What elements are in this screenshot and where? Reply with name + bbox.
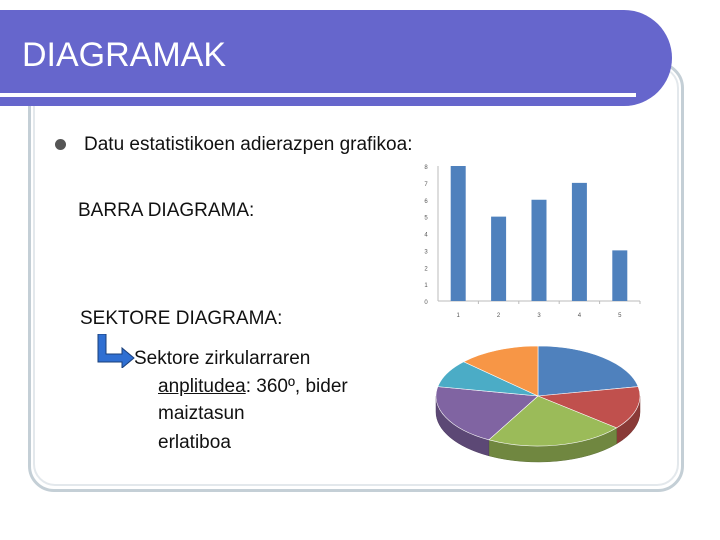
note-line-4: erlatiboa [158,432,231,453]
bullet-dot [55,139,66,150]
bar [532,200,547,301]
y-tick-label: 6 [424,198,428,205]
y-tick-label: 4 [424,232,428,239]
bar [451,166,466,301]
y-tick-label: 2 [424,266,428,273]
y-tick-label: 8 [424,165,428,171]
y-tick-label: 5 [424,215,428,222]
pie-chart [430,340,646,470]
x-tick-label: 3 [537,313,541,319]
bar [612,250,627,301]
y-tick-label: 0 [424,300,428,306]
note-line-2-rest: : 360º, bider [245,376,348,397]
y-tick-label: 7 [424,181,428,188]
x-tick-label: 2 [496,313,501,319]
x-tick-label: 1 [456,313,460,319]
note-line-3: maiztasun [158,403,245,424]
title-underline [0,93,636,97]
right-arrow-icon [96,334,136,368]
y-tick-label: 1 [424,283,428,290]
note-underlined-term: anplitudea [158,376,246,397]
bar [491,217,506,301]
bar-chart [416,160,646,320]
bar [572,183,587,301]
pie-chart-heading: SEKTORE DIAGRAMA: [80,308,283,329]
note-line-2 [158,376,348,398]
x-tick-label: 5 [618,313,622,319]
note-line-1: Sektore zirkularraren [134,348,311,369]
y-tick-label: 3 [424,249,428,256]
bullet-text: Datu estatistikoen adierazpen grafikoa: [84,134,413,155]
x-tick-label: 4 [577,313,582,319]
bar-chart-heading: BARRA DIAGRAMA: [78,200,255,221]
slide-title: DIAGRAMAK [22,36,227,74]
